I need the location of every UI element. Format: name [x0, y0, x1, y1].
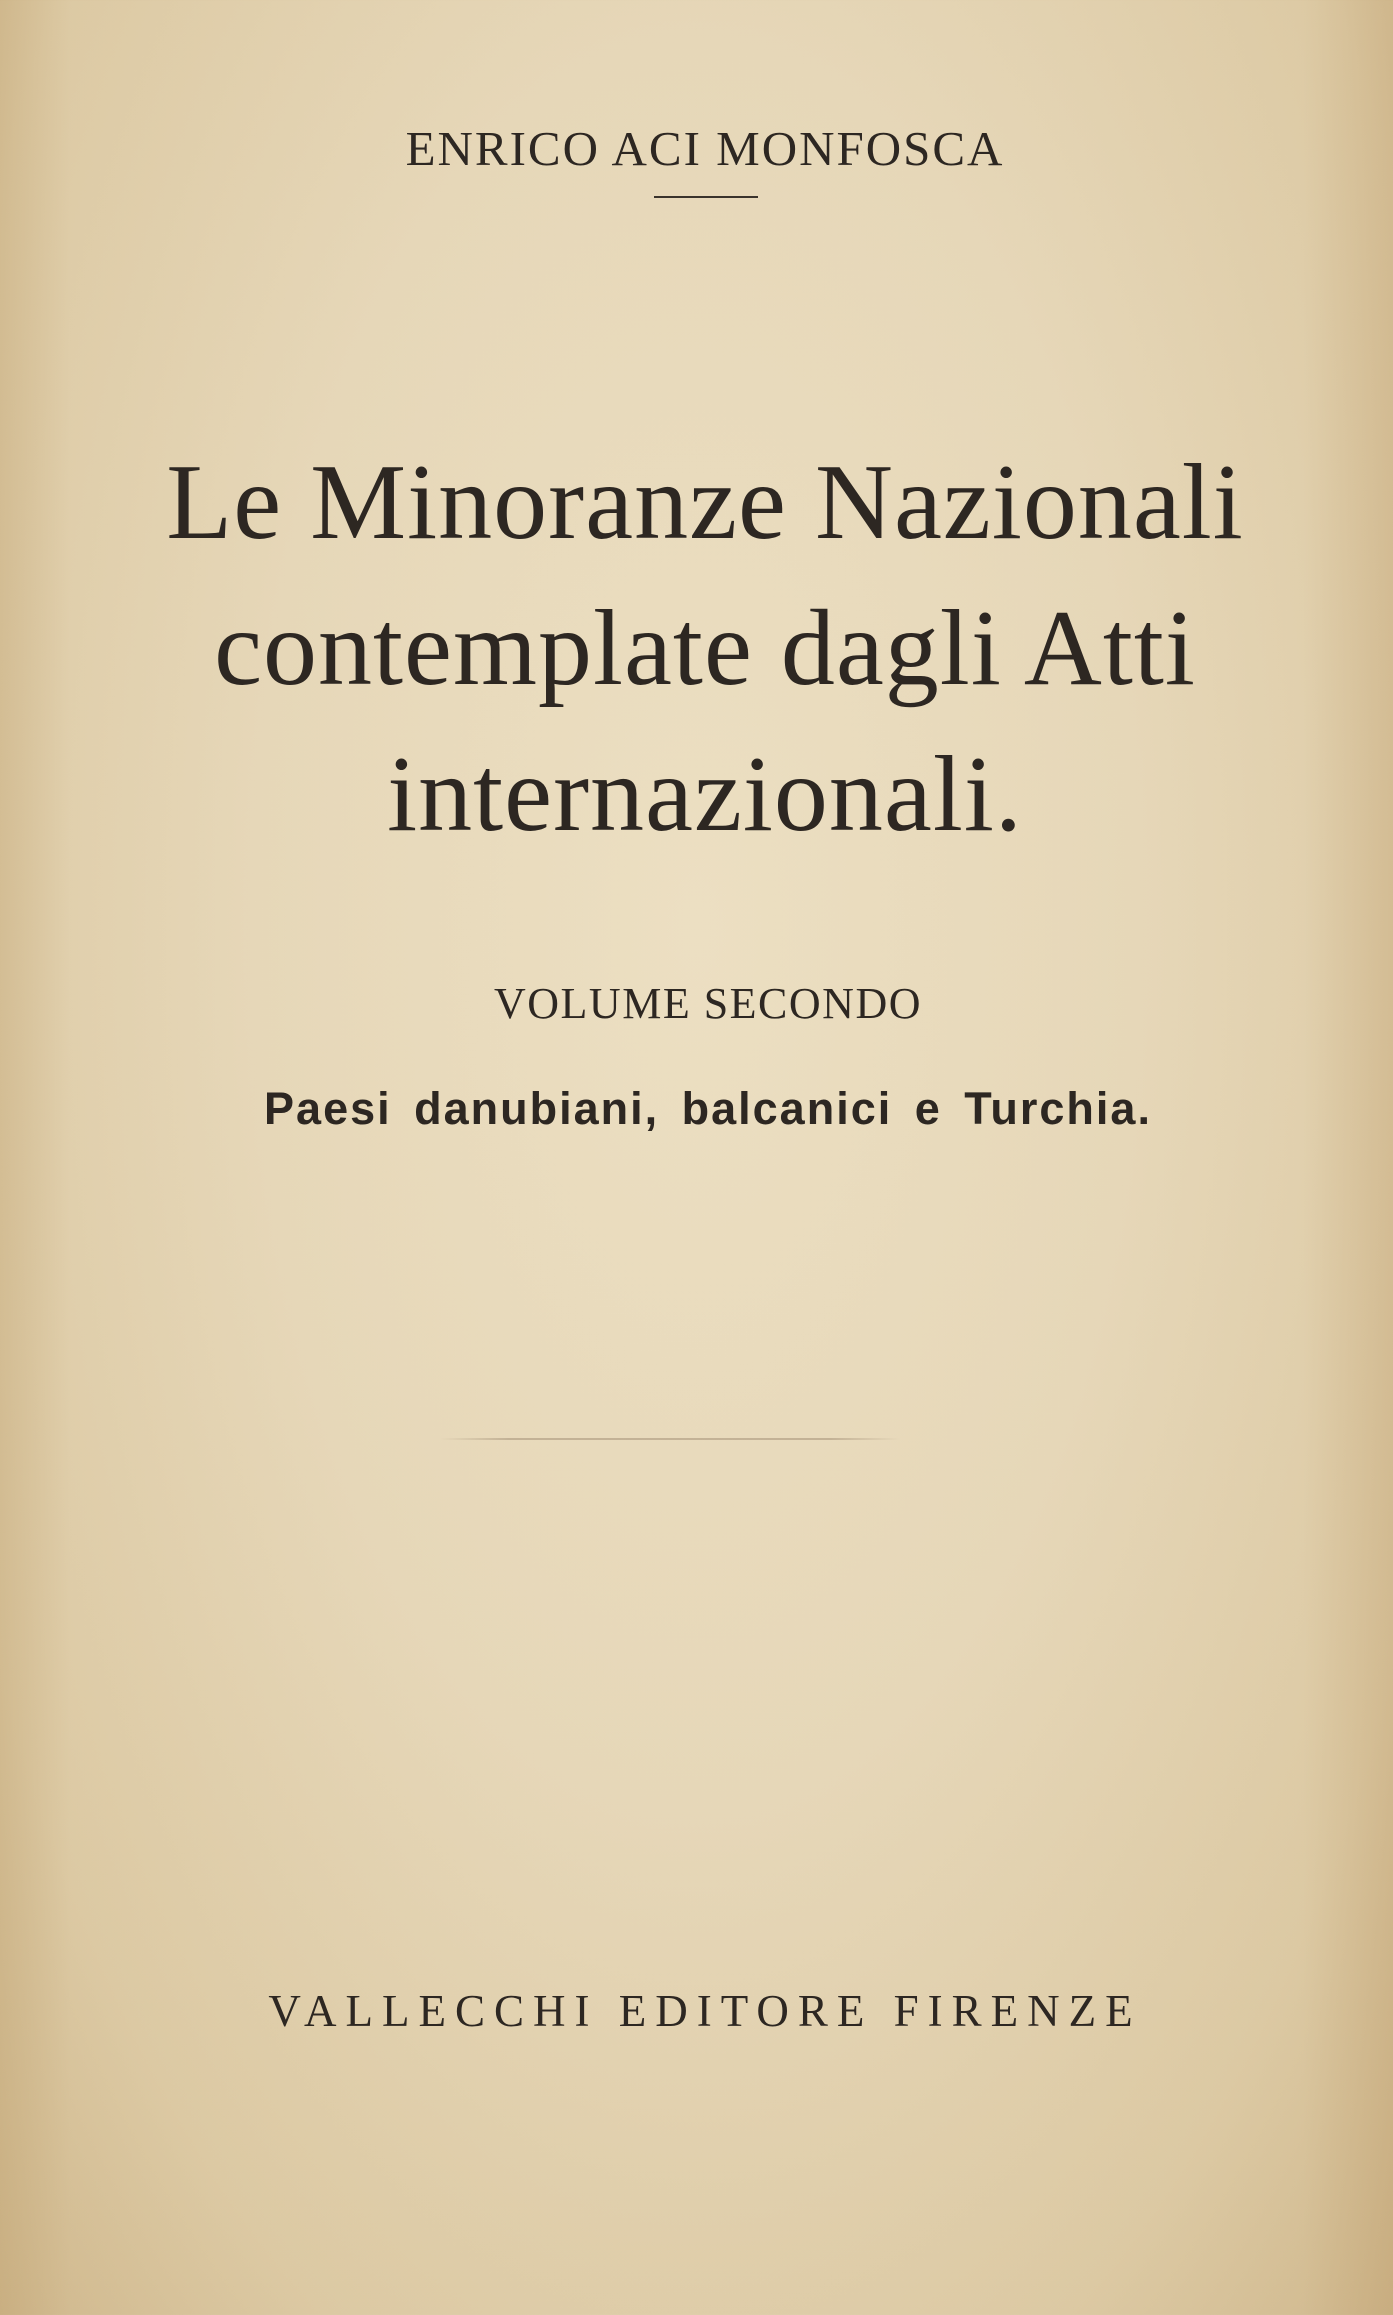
paper-edge-stain-right: [1303, 0, 1393, 2315]
paper-edge-stain-left: [0, 0, 70, 2315]
author-name: ENRICO ACI MONFOSCA: [405, 121, 1005, 176]
title-line-3: internazionali.: [387, 735, 1023, 854]
author-divider: [654, 196, 758, 198]
faint-divider: [440, 1438, 900, 1440]
title-line-2: contemplate dagli Atti: [214, 589, 1196, 708]
title-line-1: Le Minoranze Nazionali: [166, 443, 1244, 562]
publisher-imprint: VALLECCHI EDITORE FIRENZE: [268, 1986, 1142, 2036]
volume-subtitle: Paesi danubiani, balcanici e Turchia.: [264, 1083, 1152, 1134]
book-title: [0, 430, 1393, 868]
volume-label: VOLUME SECONDO: [494, 979, 922, 1028]
